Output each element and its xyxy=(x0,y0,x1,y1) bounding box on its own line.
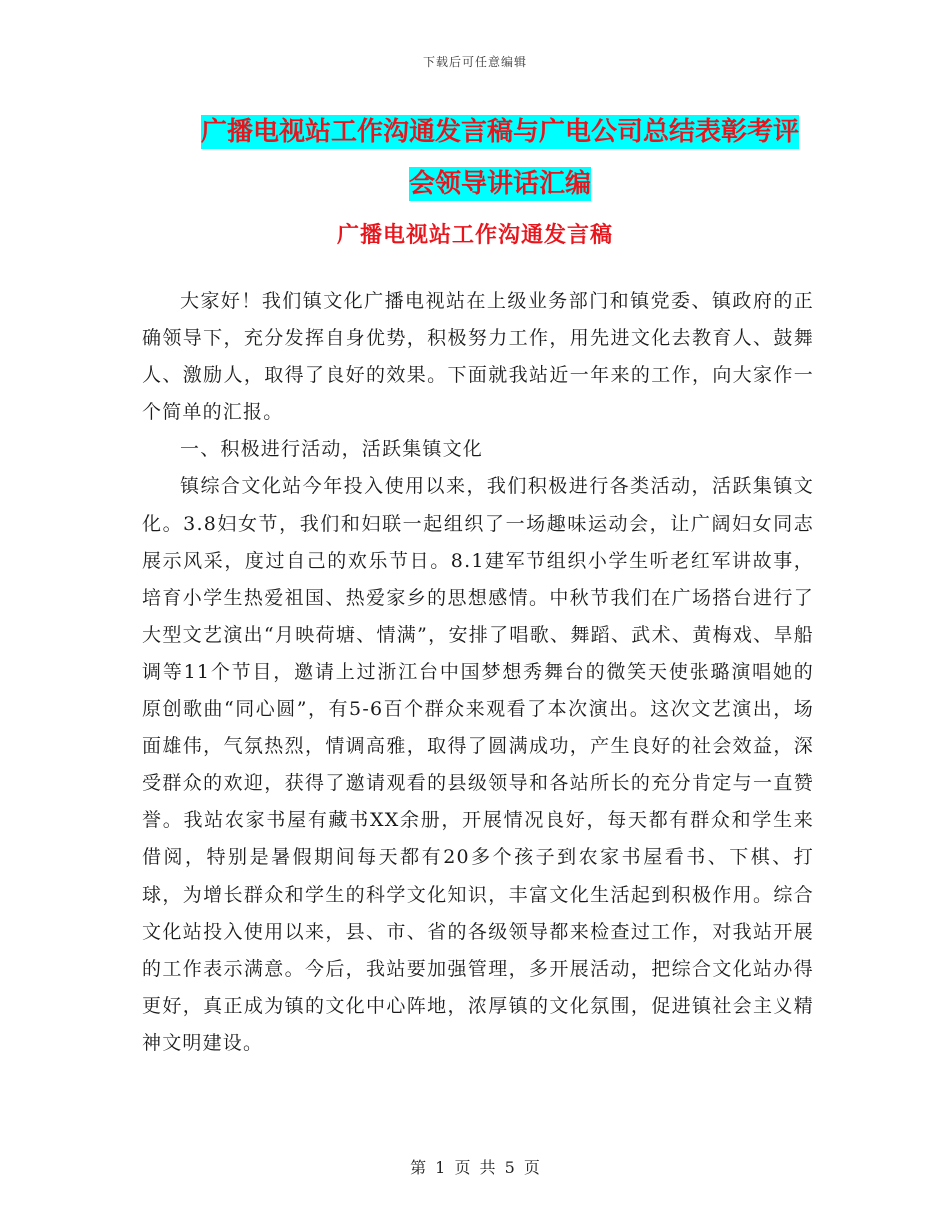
paragraph-heading-1: 一、积极进行活动，活跃集镇文化 xyxy=(180,438,484,461)
header-note: 下载后可任意编辑 xyxy=(422,55,527,69)
paragraph-intro: 大家好！我们镇文化广播电视站在上级业务部门和镇党委、镇政府的正确领导下，充分发挥自身优势，积极努力工作，用先进文化去教育人、鼓舞人、激励人，取得了良好的效果。下面就我站近一年来的工作，向大家作一个简单的汇报。 xyxy=(142,290,814,424)
document-title xyxy=(150,106,850,210)
document-title-line1: 广播电视站工作沟通发言稿与广电公司总结表彰考评 xyxy=(200,117,799,147)
document-body xyxy=(142,283,814,1062)
document-title-line2: 会领导讲话汇编 xyxy=(408,169,591,199)
section-title: 广播电视站工作沟通发言稿 xyxy=(336,222,613,248)
paragraph-activities: 镇综合文化站今年投入使用以来，我们积极进行各类活动，活跃集镇文化。3.8妇女节，我们和妇联一起组织了一场趣味运动会，让广阔妇女同志展示风采，度过自己的欢乐节日。8.1建军节组织小学生听老红军讲故事，培育小学生热爱祖国、热爱家乡的思想感情。中秋节我们在广场搭台进行了大型文艺演出“月映荷塘、情满”，安排了唱歌、舞蹈、武术、黄梅戏、旱船调等11个节目，邀请上过浙江台中国梦想秀舞台的微笑天使张璐演唱她的原创歌曲“同心圆”，有5-6百个群众来观看了本次演出。这次文艺演出，场面雄伟，气氛热烈，情调高雅，取得了圆满成功，产生良好的社会效益，深受群众的欢迎，获得了邀请观看的县级领导和各站所长的充分肯定与一直赞誉。我站农家书屋有藏书XX余册，开展情况良好，每天都有群众和学生来借阅，特别是暑假期间每天都有20多个孩子到农家书屋看书、下棋、打球，为增长群众和学生的科学文化知识，丰富文化生活起到积极作用。综合文化站投入使用以来，县、市、省的各级领导都来检查过工作，对我站开展的工作表示满意。今后，我站要加强管理，多开展活动，把综合文化站办得更好，真正成为镇的文化中心阵地，浓厚镇的文化氛围，促进镇社会主义精神文明建设。 xyxy=(142,475,814,1054)
page-footer: 第 1 页 共 5 页 xyxy=(410,1158,540,1177)
